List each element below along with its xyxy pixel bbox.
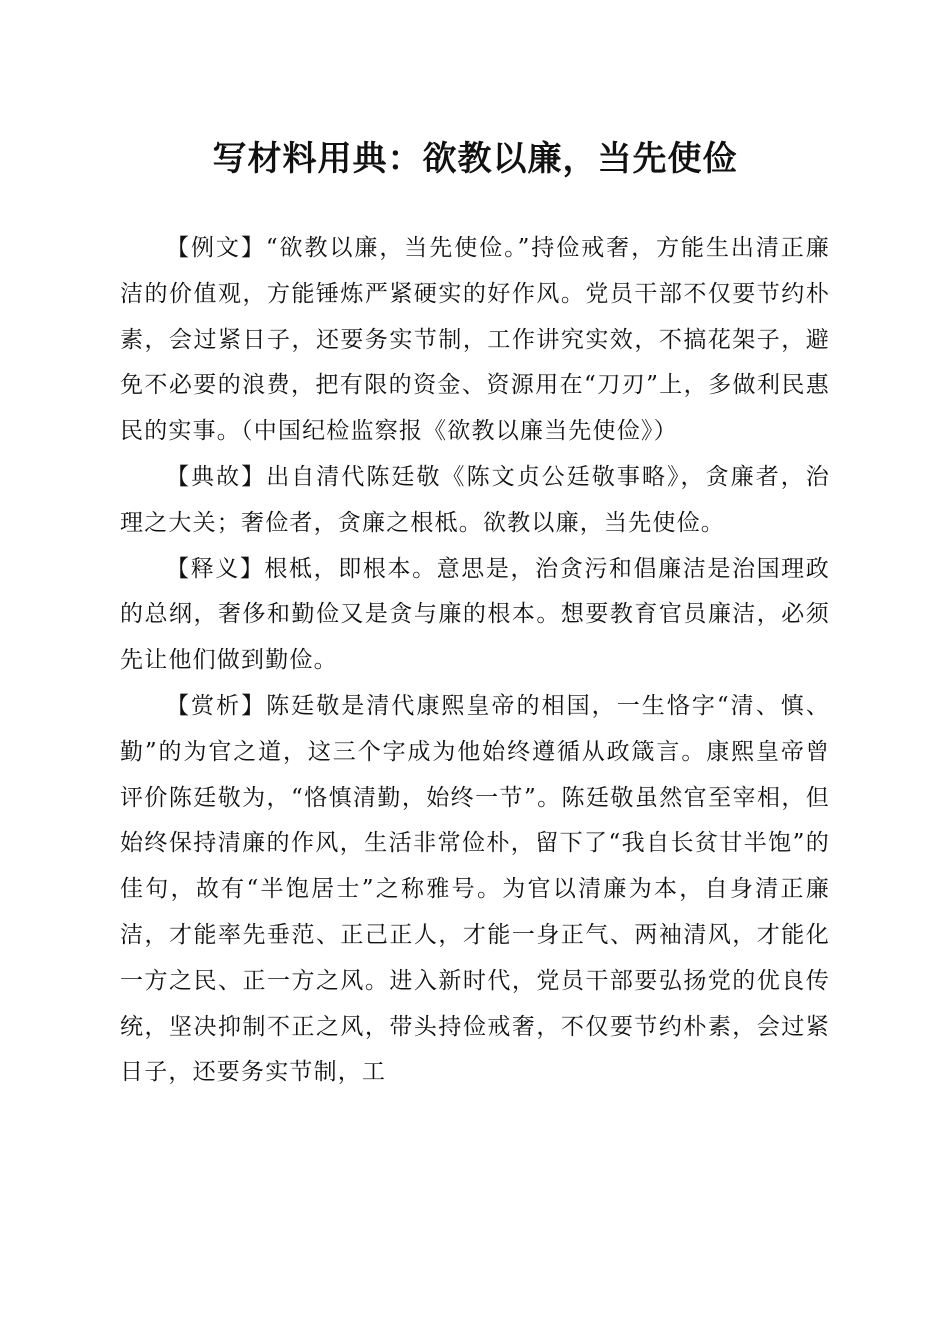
document-body: [120, 226, 830, 1096]
document-title: 写材料用典：欲教以廉，当先使俭: [212, 139, 738, 179]
paragraph-allusion: 【典故】出自清代陈廷敬《陈文贞公廷敬事略》，贪廉者，治理之大关；奢俭者，贪廉之根柢。欲教以廉，当先使俭。: [120, 463, 830, 536]
paragraph-example: 【例文】“欲教以廉，当先使俭。”持俭戒奢，方能生出清正廉洁的价值观，方能锤炼严紧硬实的好作风。党员干部不仅要节约朴素，会过紧日子，还要务实节制，工作讲究实效，不搞花架子，避免不必要的浪费，把有限的资金、资源用在“刀刃”上，多做利民惠民的实事。（中国纪检监察报《欲教以廉当先使俭》）: [120, 235, 830, 445]
paragraph-appreciation: 【赏析】陈廷敬是清代康熙皇帝的相国，一生恪字“清、慎、勤”的为官之道，这三个字成为他始终遵循从政箴言。康熙皇帝曾评价陈廷敬为，“恪慎清勤，始终一节”。陈廷敬虽然官至宰相，但始终保持清廉的作风，生活非常俭朴，留下了“我自长贫甘半饱”的佳句，故有“半饱居士”之称雅号。为官以清廉为本，自身清正廉洁，才能率先垂范、正己正人，才能一身正气、两袖清风，才能化一方之民、正一方之风。进入新时代，党员干部要弘扬党的优良传统，坚决抑制不正之风，带头持俭戒奢，不仅要节约朴素，会过紧日子，还要务实节制，工: [120, 692, 830, 1086]
paragraph-explanation: 【释义】根柢，即根本。意思是，治贪污和倡廉洁是治国理政的总纲，奢侈和勤俭又是贪与廉的根本。想要教育官员廉洁，必须先让他们做到勤俭。: [120, 555, 830, 674]
